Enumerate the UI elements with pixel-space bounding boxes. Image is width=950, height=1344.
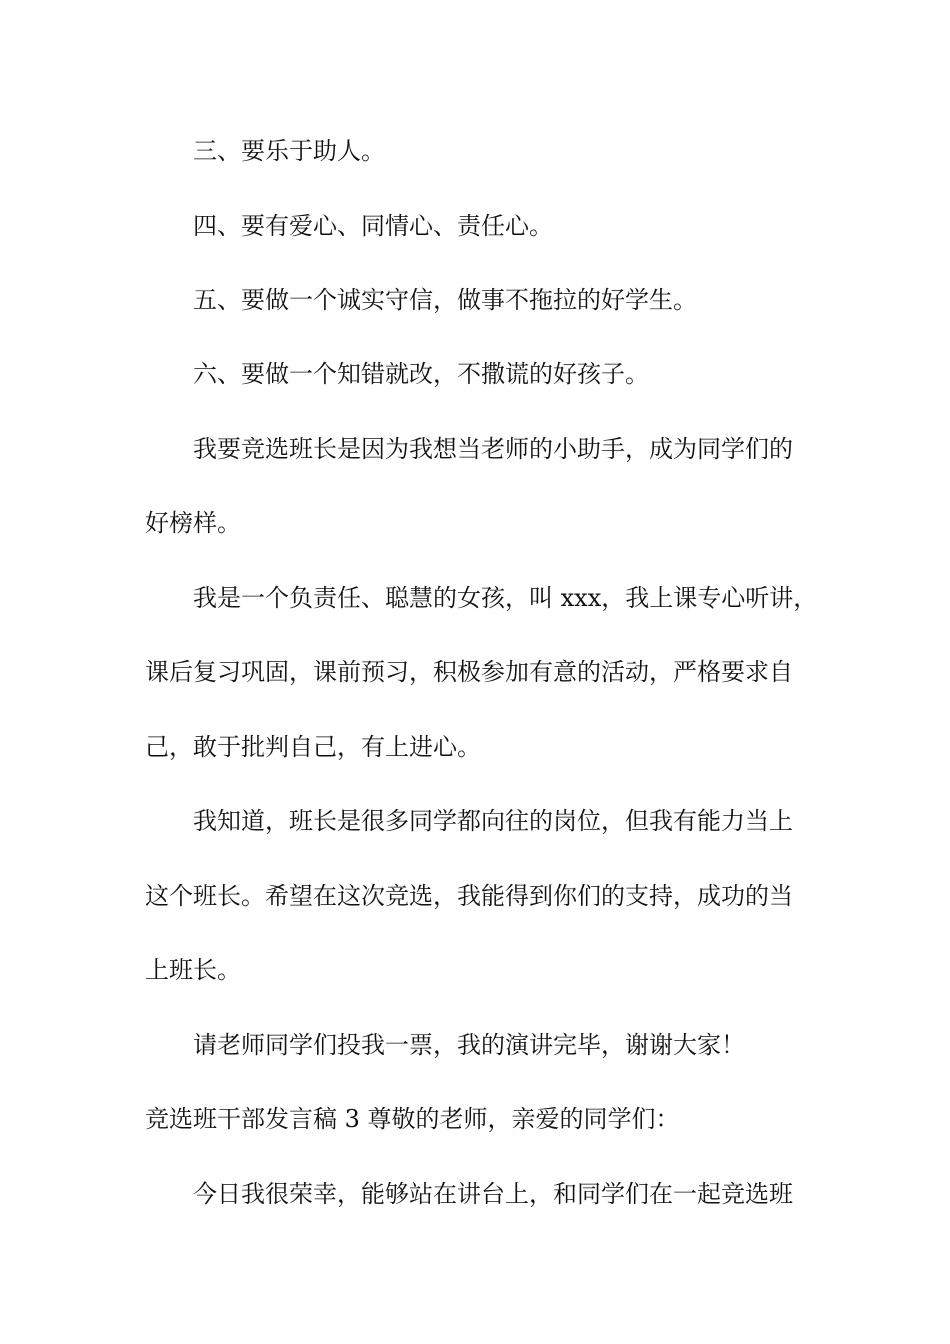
paragraph-2-line-3: 己，敢于批判自己，有上进心。 [145, 733, 481, 761]
paragraph-1-line-2: 好榜样。 [145, 509, 241, 537]
text-line-item-6: 六、要做一个知错就改，不撒谎的好孩子。 [193, 360, 649, 388]
paragraph-3-line-1: 我知道，班长是很多同学都向往的岗位，但我有能力当上 [193, 807, 793, 835]
closing-line: 请老师同学们投我一票，我的演讲完毕，谢谢大家！ [193, 1031, 745, 1059]
text-line-item-5: 五、要做一个诚实守信，做事不拖拉的好学生。 [193, 286, 697, 314]
section-heading-speech-3: 竞选班干部发言稿 3 尊敬的老师，亲爱的同学们： [145, 1105, 680, 1133]
text-line-item-3: 三、要乐于助人。 [193, 137, 385, 165]
text-line-item-4: 四、要有爱心、同情心、责任心。 [193, 212, 553, 240]
paragraph-1-line-1: 我要竞选班长是因为我想当老师的小助手，成为同学们的 [193, 435, 793, 463]
paragraph-3-line-2: 这个班长。希望在这次竞选，我能得到你们的支持，成功的当 [145, 882, 793, 910]
paragraph-2-line-2: 课后复习巩固，课前预习，积极参加有意的活动，严格要求自 [145, 658, 793, 686]
paragraph-2-line-1: 我是一个负责任、聪慧的女孩，叫 xxx，我上课专心听讲， [193, 584, 818, 612]
paragraph-3-line-3: 上班长。 [145, 956, 241, 984]
paragraph-4-line-1: 今日我很荣幸，能够站在讲台上，和同学们在一起竞选班 [193, 1180, 793, 1208]
